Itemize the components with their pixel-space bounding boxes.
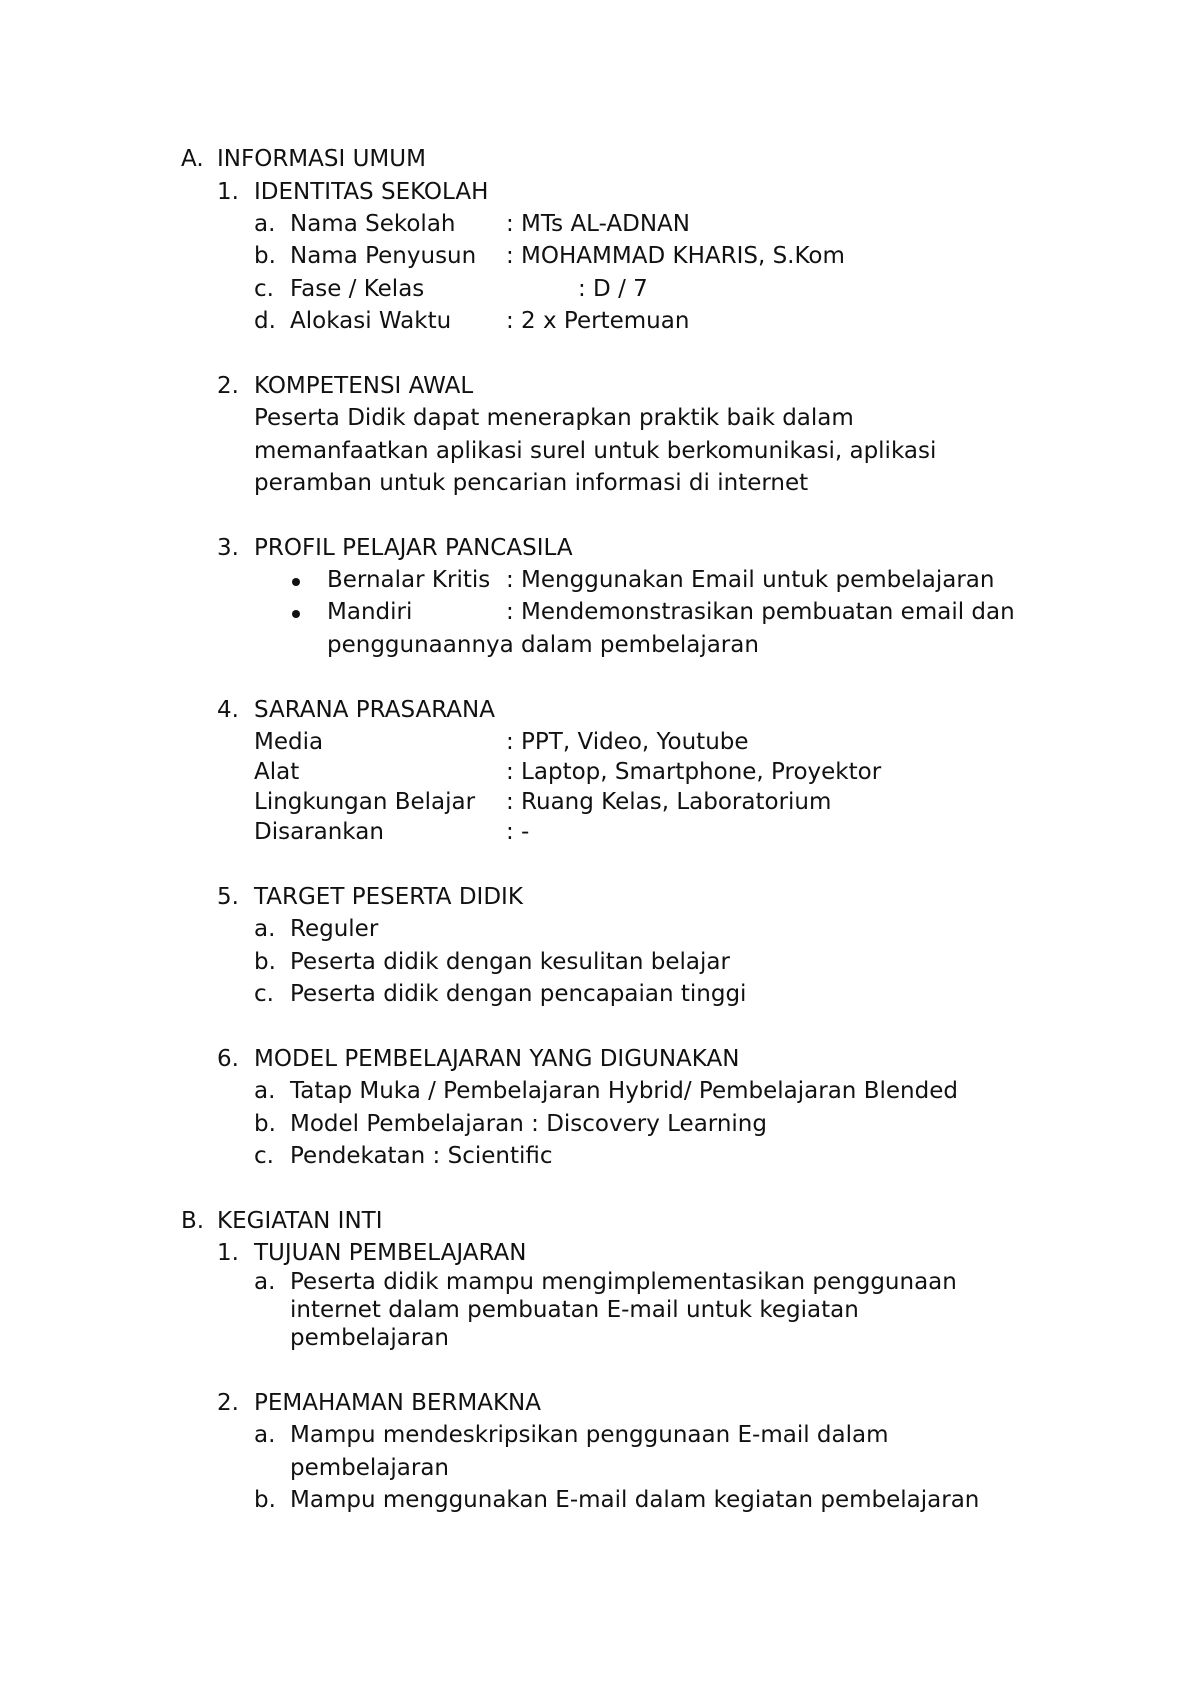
field-value: : D / 7 bbox=[578, 276, 648, 302]
sarana-title: SARANA PRASARANA bbox=[254, 697, 495, 723]
field-label: Lingkungan Belajar bbox=[254, 789, 476, 815]
item-marker: c. bbox=[254, 981, 274, 1007]
field-label: Bernalar Kritis bbox=[327, 567, 491, 593]
tujuan-title: TUJUAN PEMBELAJARAN bbox=[254, 1240, 527, 1266]
item-marker: b. bbox=[254, 949, 276, 975]
item-marker: a. bbox=[254, 1269, 276, 1295]
item-marker: a. bbox=[254, 1422, 276, 1448]
target-title: TARGET PESERTA DIDIK bbox=[254, 884, 523, 910]
field-value: : PPT, Video, Youtube bbox=[506, 729, 749, 755]
field-label: Nama Penyusun bbox=[290, 243, 477, 269]
kompetensi-marker: 2. bbox=[217, 373, 239, 399]
pemahaman-title: PEMAHAMAN BERMAKNA bbox=[254, 1390, 541, 1416]
profil-title: PROFIL PELAJAR PANCASILA bbox=[254, 535, 573, 561]
item-text: internet dalam pembuatan E-mail untuk kegiatan bbox=[290, 1297, 859, 1323]
field-label: Media bbox=[254, 729, 324, 755]
model-marker: 6. bbox=[217, 1046, 239, 1072]
item-marker: b. bbox=[254, 1111, 276, 1137]
item-text: Peserta didik mampu mengimplementasikan penggunaan bbox=[290, 1269, 957, 1295]
kompetensi-title: KOMPETENSI AWAL bbox=[254, 373, 474, 399]
paragraph-line: memanfaatkan aplikasi surel untuk berkomunikasi, aplikasi bbox=[254, 438, 937, 464]
item-marker: b. bbox=[254, 1487, 276, 1513]
field-label: Fase / Kelas bbox=[290, 276, 425, 302]
field-value: : Laptop, Smartphone, Proyektor bbox=[506, 759, 882, 785]
item-text: Pendekatan : Scientific bbox=[290, 1143, 553, 1169]
item-text: pembelajaran bbox=[290, 1325, 450, 1351]
item-marker: b. bbox=[254, 243, 276, 269]
section-b-marker: B. bbox=[181, 1208, 205, 1234]
field-label: Nama Sekolah bbox=[290, 211, 456, 237]
section-b-title: KEGIATAN INTI bbox=[217, 1208, 383, 1234]
item-marker: c. bbox=[254, 276, 274, 302]
tujuan-marker: 1. bbox=[217, 1240, 239, 1266]
field-label: Mandiri bbox=[327, 599, 413, 625]
item-text: Mampu menggunakan E-mail dalam kegiatan pembelajaran bbox=[290, 1487, 980, 1513]
field-value: : - bbox=[506, 819, 530, 845]
item-marker: a. bbox=[254, 1078, 276, 1104]
field-value: : MTs AL-ADNAN bbox=[506, 211, 690, 237]
item-text: Peserta didik dengan kesulitan belajar bbox=[290, 949, 730, 975]
item-text: Mampu mendeskripsikan penggunaan E-mail dalam bbox=[290, 1422, 889, 1448]
field-label: Alokasi Waktu bbox=[290, 308, 452, 334]
bullet-icon bbox=[292, 610, 300, 618]
field-value-continuation: penggunaannya dalam pembelajaran bbox=[327, 632, 759, 658]
bullet-icon bbox=[292, 578, 300, 586]
identitas-marker: 1. bbox=[217, 179, 239, 205]
field-value: : MOHAMMAD KHARIS, S.Kom bbox=[506, 243, 845, 269]
field-label: Alat bbox=[254, 759, 300, 785]
field-value: : 2 x Pertemuan bbox=[506, 308, 690, 334]
field-value: : Ruang Kelas, Laboratorium bbox=[506, 789, 832, 815]
target-marker: 5. bbox=[217, 884, 239, 910]
field-label: Disarankan bbox=[254, 819, 384, 845]
identitas-title: IDENTITAS SEKOLAH bbox=[254, 179, 489, 205]
item-text: Model Pembelajaran : Discovery Learning bbox=[290, 1111, 767, 1137]
item-text: Reguler bbox=[290, 916, 379, 942]
item-text: Tatap Muka / Pembelajaran Hybrid/ Pembelajaran Blended bbox=[290, 1078, 958, 1104]
model-title: MODEL PEMBELAJARAN YANG DIGUNAKAN bbox=[254, 1046, 740, 1072]
paragraph-line: Peserta Didik dapat menerapkan praktik baik dalam bbox=[254, 405, 854, 431]
field-value: : Mendemonstrasikan pembuatan email dan bbox=[506, 599, 1015, 625]
item-text: Peserta didik dengan pencapaian tinggi bbox=[290, 981, 747, 1007]
item-marker: d. bbox=[254, 308, 276, 334]
item-marker: c. bbox=[254, 1143, 274, 1169]
section-a-title: INFORMASI UMUM bbox=[217, 146, 426, 172]
field-value: : Menggunakan Email untuk pembelajaran bbox=[506, 567, 995, 593]
item-marker: a. bbox=[254, 211, 276, 237]
paragraph-line: peramban untuk pencarian informasi di internet bbox=[254, 470, 809, 496]
section-a-marker: A. bbox=[181, 146, 204, 172]
sarana-marker: 4. bbox=[217, 697, 239, 723]
pemahaman-marker: 2. bbox=[217, 1390, 239, 1416]
item-marker: a. bbox=[254, 916, 276, 942]
item-text: pembelajaran bbox=[290, 1455, 450, 1481]
profil-marker: 3. bbox=[217, 535, 239, 561]
